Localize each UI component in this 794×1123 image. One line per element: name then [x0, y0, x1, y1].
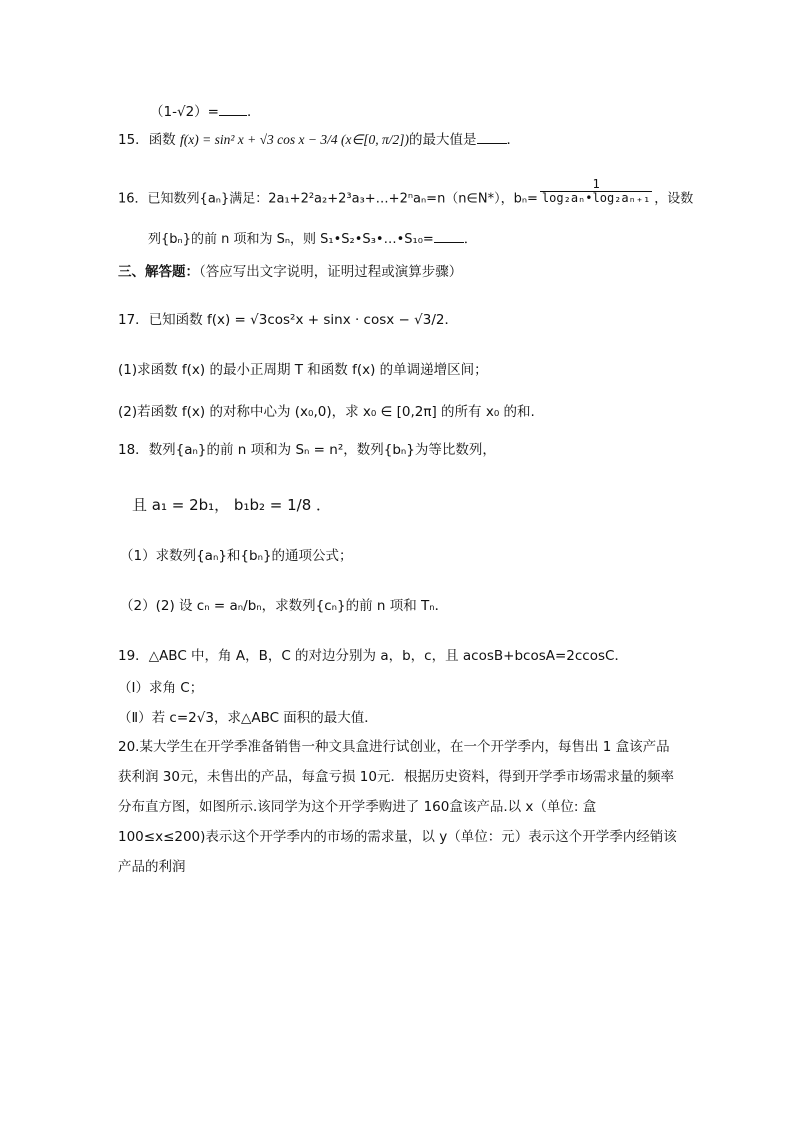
section3-heading: [118, 260, 462, 280]
q16-number: 16．: [118, 191, 148, 207]
q16-answer-blank: [434, 230, 464, 243]
q17-part1-text: (1)求函数 f(x) 的最小正周期 T 和函数 f(x) 的单调递增区间；: [118, 362, 488, 378]
q19-part2-text: （Ⅱ）若 c=2√3，求△ABC 面积的最大值．: [118, 710, 378, 726]
q19-number: 19．: [118, 648, 149, 664]
q19-part2: [118, 706, 378, 726]
q15-expression: f(x) = sin² x + √3 cos x − 3/4 (x∈[0, π/2]): [179, 132, 410, 147]
q15: 15．函数 f(x) = sin² x + √3 cos x − 3/4 (x∈[0, π/2])的最大值是 ．: [118, 132, 521, 148]
q18-part1: [120, 544, 353, 564]
q15-suffix: 的最大值是: [409, 132, 477, 148]
q19-part1: [118, 676, 203, 696]
q18-stem-line: [118, 438, 496, 458]
q15-answer-blank: [477, 131, 507, 144]
q18-part2-text: （2）(2) 设 cₙ = aₙ/bₙ，求数列{cₙ}的前 n 项和 Tₙ．: [120, 598, 449, 614]
q15-number: 15．: [118, 132, 149, 148]
q18-stem: 数列{aₙ}的前 n 项和为 Sₙ = n²，数列{bₙ}为等比数列，: [148, 442, 496, 458]
q16-frac-num: 1: [540, 178, 652, 192]
q17-stem: 已知函数 f(x) = √3cos²x + sinx · cosx − √3/2．: [148, 312, 458, 328]
q16-frac-den: log₂aₙ•log₂aₙ₊₁: [541, 190, 651, 205]
q18-condition-text: 且 a₁ = 2b₁， b₁b₂ = 1/8 ．: [132, 496, 332, 514]
q18-part2: [120, 594, 448, 614]
q14-answer-blank: [219, 103, 247, 116]
q16-line1: [118, 177, 694, 212]
q20-paragraph: [118, 732, 678, 882]
q19-part1-text: （Ⅰ）求角 C；: [118, 680, 204, 696]
section3-note: （答应写出文字说明，证明过程或演算步骤）: [199, 264, 463, 280]
q18-part1-text: （1）求数列{aₙ}和{bₙ}的通项公式；: [120, 548, 353, 564]
q19-stem-line: [118, 644, 628, 664]
q17-part1: [118, 358, 488, 378]
q16-stem-cont: ，设数: [654, 191, 694, 207]
q17-stem-line: [118, 308, 458, 328]
section3-title: 三、解答题：: [118, 264, 199, 280]
q20-text: 20.某大学生在开学季准备销售一种文具盒进行试创业，在一个开学季内，每售出 1 盒该产品获利润 30元，未售出的产品，每盒亏损 10元．根据历史资料，得到开学季市场需求量的频率分布直方图，如图所示.该同学为这个开学季购进了 160盒该产品.以 x（单位: 盒 100≤x≤200)表示这个开学季内的市场的需求量，以 y（单位：元）表示这个开学季内经销该产品的利润: [118, 739, 677, 875]
q15-prefix: 函数: [148, 132, 176, 148]
q19-stem: △ABC 中，角 A，B，C 的对边分别为 a，b，c，且 acosB+bcosA=2ccosC．: [148, 648, 628, 664]
q17-part2: [118, 400, 535, 420]
q17-number: 17．: [118, 312, 149, 328]
q17-part2-text: (2)若函数 f(x) 的对称中心为 (x₀,0)，求 x₀ ∈ [0,2π] 的所有 x₀ 的和.: [118, 404, 535, 420]
q18-condition: [132, 494, 331, 515]
q16-question: 列{bₙ}的前 n 项和为 Sₙ，则 S₁•S₂•S₃•…•S₁₀=: [148, 232, 434, 247]
q16-line2: 列{bₙ}的前 n 项和为 Sₙ，则 S₁•S₂•S₃•…•S₁₀= ．: [148, 232, 477, 247]
q18-number: 18．: [118, 442, 149, 458]
q14-tail-text: （1-√2）=: [150, 104, 219, 120]
q16-bn-fraction: [540, 178, 652, 204]
q16-stem: 已知数列{aₙ}满足：2a₁+2²a₂+2³a₃+…+2ⁿaₙ=n（n∈N*），bₙ=: [147, 191, 538, 207]
q14-tail: （1-√2）= ．: [150, 104, 261, 120]
